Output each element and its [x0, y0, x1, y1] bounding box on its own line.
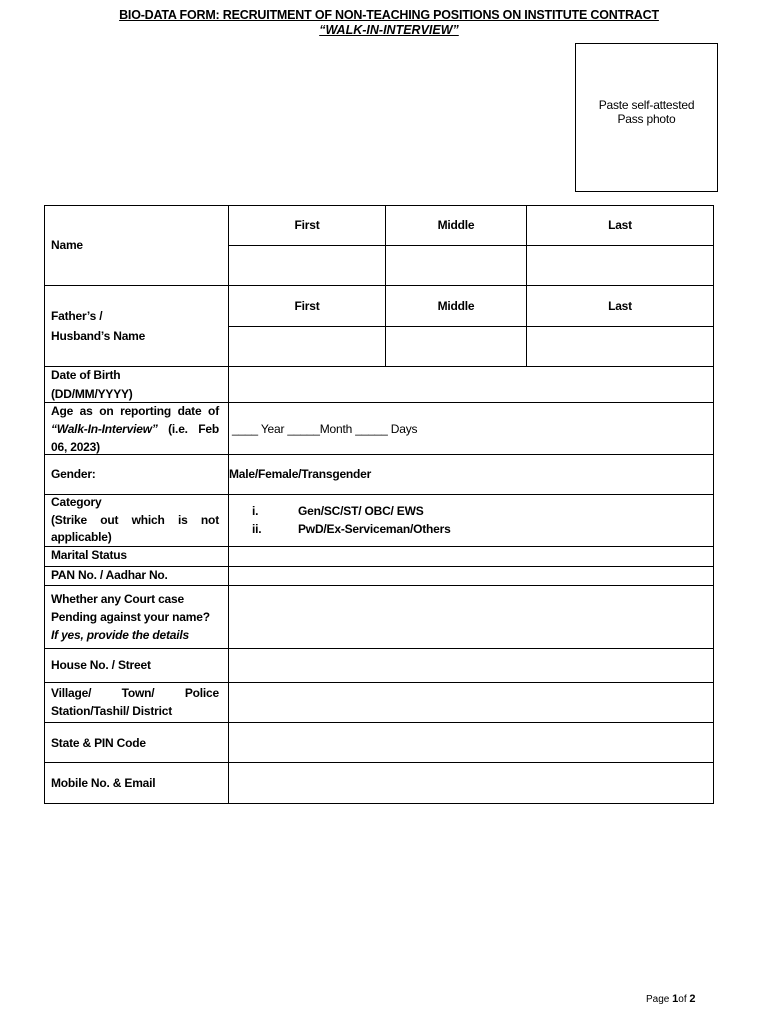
- age-label-line-3: 06, 2023): [51, 440, 100, 454]
- court-case-field[interactable]: [229, 586, 713, 648]
- name-middle-header: Middle: [437, 218, 475, 232]
- title-line-2: “WALK-IN-INTERVIEW”: [319, 23, 459, 37]
- name-middle-field[interactable]: [386, 246, 526, 285]
- dob-label-line-2: (DD/MM/YYYY): [51, 387, 133, 401]
- court-case-label-line-2: Pending against your name?: [51, 610, 210, 624]
- father-label-line-2: Husband’s Name: [51, 329, 146, 343]
- court-case-label-line-1: Whether any Court case: [51, 592, 184, 606]
- dob-label-line-1: Date of Birth: [51, 368, 121, 382]
- father-middle-header: Middle: [437, 299, 475, 313]
- name-first-header: First: [294, 218, 320, 232]
- name-first-field[interactable]: [229, 246, 385, 285]
- photo-box-line-2: Pass photo: [617, 111, 676, 126]
- father-last-field[interactable]: [527, 327, 713, 366]
- category-label-line-2: (Strike out which is not: [51, 513, 219, 527]
- father-last-header: Last: [608, 299, 632, 313]
- photo-box: [575, 43, 718, 192]
- village-label-line-1: Village/ Town/ Police: [51, 686, 219, 700]
- page-number: Page 1of 2: [646, 993, 696, 1005]
- name-last-field[interactable]: [527, 246, 713, 285]
- mobile-email-field[interactable]: [229, 763, 713, 803]
- dob-field[interactable]: [229, 367, 713, 402]
- gender-options[interactable]: Male/Female/Transgender: [229, 467, 372, 481]
- photo-box-line-1: Paste self-attested: [598, 97, 695, 112]
- category-label-line-1: Category: [51, 495, 102, 509]
- marital-status-label: Marital Status: [51, 548, 127, 562]
- marital-status-field[interactable]: [229, 547, 713, 566]
- father-first-header: First: [294, 299, 320, 313]
- category-option-1[interactable]: Gen/SC/ST/ OBC/ EWS: [298, 504, 424, 518]
- house-street-field[interactable]: [229, 649, 713, 682]
- village-field[interactable]: [229, 683, 713, 722]
- state-pin-field[interactable]: [229, 723, 713, 762]
- pan-aadhar-field[interactable]: [229, 567, 713, 585]
- court-case-label-line-3: If yes, provide the details: [51, 628, 189, 642]
- house-street-label: House No. / Street: [51, 658, 151, 672]
- bio-data-table: [44, 205, 714, 804]
- father-label-line-1: Father’s /: [51, 309, 103, 323]
- father-first-field[interactable]: [229, 327, 385, 366]
- state-pin-label: State & PIN Code: [51, 736, 146, 750]
- category-option-2[interactable]: PwD/Ex-Serviceman/Others: [298, 522, 451, 536]
- name-label: Name: [51, 238, 83, 252]
- age-label-line-2: “Walk-In-Interview” (i.e. Feb: [51, 422, 219, 436]
- title-line-1: BIO-DATA FORM: RECRUITMENT OF NON-TEACHING POSITIONS ON INSTITUTE CONTRACT: [119, 8, 659, 22]
- form-title: [0, 8, 770, 38]
- age-value[interactable]: ____ Year _____Month _____ Days: [232, 422, 418, 436]
- gender-label: Gender:: [51, 467, 96, 481]
- village-label-line-2: Station/Tashil/ District: [51, 704, 172, 718]
- name-last-header: Last: [608, 218, 632, 232]
- category-option-1-num: i.: [252, 504, 259, 518]
- age-label-line-1: Age as on reporting date of: [51, 404, 219, 418]
- pan-aadhar-label: PAN No. / Aadhar No.: [51, 568, 168, 582]
- category-label-line-3: applicable): [51, 530, 112, 544]
- mobile-email-label: Mobile No. & Email: [51, 776, 156, 790]
- father-middle-field[interactable]: [386, 327, 526, 366]
- category-option-2-num: ii.: [252, 522, 262, 536]
